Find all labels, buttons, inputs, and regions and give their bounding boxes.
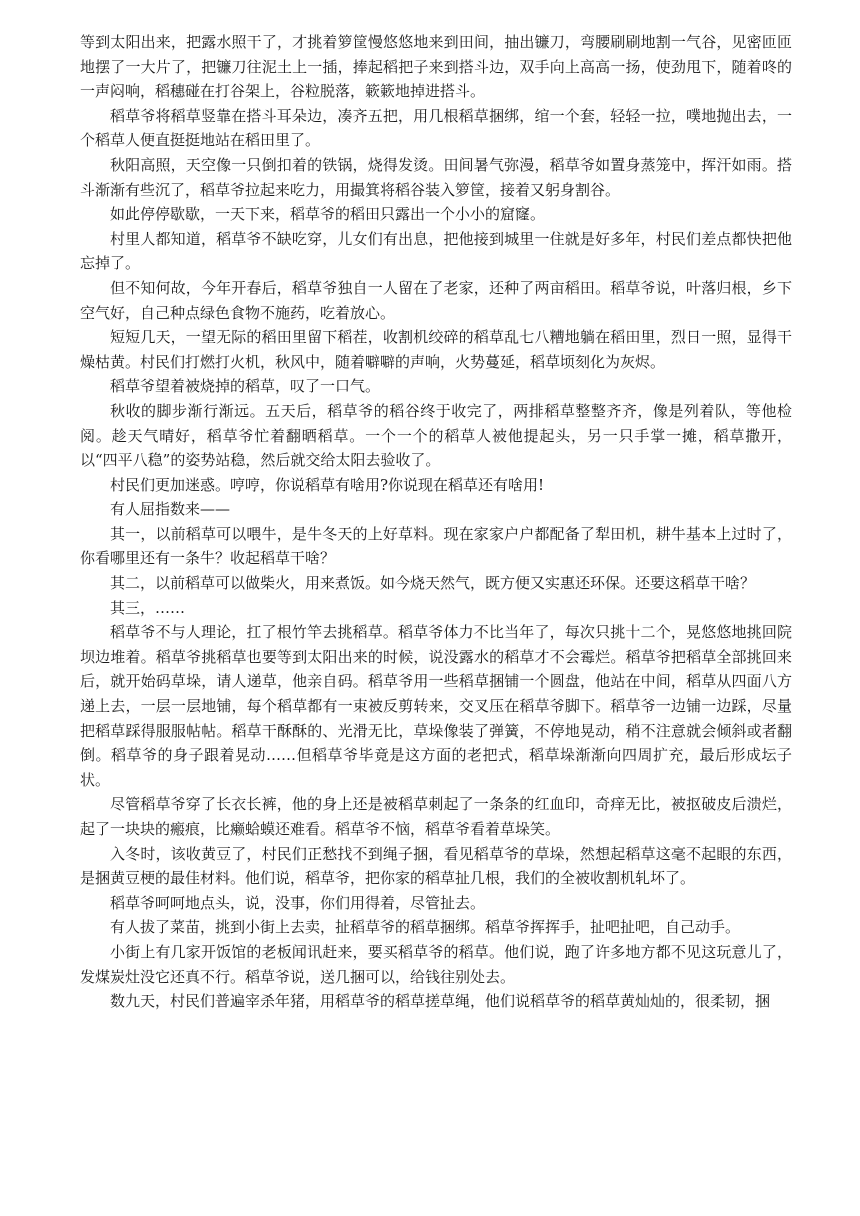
paragraph-21: 数九天，村民们普遍宰杀年猪，用稻草爷的稻草搓草绳，他们说稻草爷的稻草黄灿灿的，很柔韧，捆 bbox=[110, 992, 771, 1011]
paragraph-1: 等到太阳出来，把露水照干了，才挑着箩筐慢悠悠地来到田间，抽出镰刀，弯腰刷刷地割一气谷，见密匝匝地摆了一大片了，把镰刀往泥土上一插，捧起稻把子来到搭斗边，双手向上高高一扬，使劲甩下，随着咚的一声闷响，稻穗碰在打谷架上，谷粒脱落，簌簌地掉进搭斗。 bbox=[80, 33, 792, 101]
paragraph-8: 稻草爷望着被烧掉的稻草，叹了一口气。 bbox=[110, 377, 381, 396]
paragraph-14: 其三，…… bbox=[110, 598, 186, 617]
paragraph-16: 尽管稻草爷穿了长衣长裤，他的身上还是被稻草刺起了一条条的红血印，奇痒无比，被抠破皮后溃烂，起了一块块的瘢痕，比癞蛤蟆还难看。稻草爷不恼，稻草爷看着草垛笑。 bbox=[80, 795, 792, 838]
paragraph-19: 有人拔了菜苗，挑到小街上去卖，扯稻草爷的稻草捆绑。稻草爷挥挥手，扯吧扯吧，自己动手。 bbox=[110, 918, 741, 937]
paragraph-2: 稻草爷将稻草竖靠在搭斗耳朵边，凑齐五把，用几根稻草捆绑，绾一个套，轻轻一拉，噗地抛出去，一个稻草人便直挺挺地站在稻田里了。 bbox=[80, 106, 792, 150]
paragraph-15: 稻草爷不与人理论，扛了根竹竿去挑稻草。稻草爷体力不比当年了，每次只挑十二个，晃悠悠地挑回院坝边堆着。稻草爷挑稻草也要等到太阳出来的时候，说没露水的稻草才不会霉烂。稻草爷把稻草全部挑回来后，就开始码草垛，请人递草，他亲自码。稻草爷用一些稻草捆铺一个圆盘，他站在中间，稻草从四面八方递上去，一层一层地铺，每个稻草都有一束被反剪转来，交叉压在稻草爷脚下。稻草爷一边铺一边踩，尽量把稻草踩得服服帖帖。稻草干酥酥的、光滑无比，草垛像装了弹簧，不停地晃动，稍不注意就会倾斜或者翻倒。稻草爷的身子跟着晃动……但稻草爷毕竟是这方面的老把式，稻草垛渐渐向四周扩充，最后形成坛子状。 bbox=[80, 623, 792, 789]
paragraph-10: 村民们更加迷惑。哼哼，你说稻草有啥用?你说现在稻草还有啥用! bbox=[110, 475, 545, 494]
paragraph-11: 有人屈指数来—— bbox=[110, 500, 231, 519]
paragraph-4: 如此停停歇歇，一天下来，稻草爷的稻田只露出一个小小的窟窿。 bbox=[110, 205, 546, 224]
paragraph-5: 村里人都知道，稻草爷不缺吃穿，儿女们有出息，把他接到城里一住就是好多年，村民们差点都快把他忘掉了。 bbox=[80, 229, 792, 273]
paragraph-12: 其一，以前稻草可以喂牛，是牛冬天的上好草料。现在家家户户都配备了犁田机，耕牛基本上过时了，你看哪里还有一条牛？收起稻草干啥？ bbox=[80, 524, 792, 568]
paragraph-7: 短短几天，一望无际的稻田里留下稻茬，收割机绞碎的稻草乱七八糟地躺在稻田里，烈日一照，显得干燥枯黄。村民们打燃打火机，秋风中，随着噼噼的声响，火势蔓延，稻草顷刻化为灰烬。 bbox=[80, 328, 792, 371]
paragraph-6: 但不知何故，今年开春后，稻草爷独自一人留在了老家，还种了两亩稻田。稻草爷说，叶落归根，乡下空气好，自己种点绿色食物不施药，吃着放心。 bbox=[80, 278, 792, 322]
article-body bbox=[80, 30, 792, 1014]
paragraph-13: 其二，以前稻草可以做柴火，用来煮饭。如今烧天然气，既方便又实惠还环保。还要这稻草干啥？ bbox=[110, 574, 756, 593]
paragraph-9: 秋收的脚步渐行渐远。五天后，稻草爷的稻谷终于收完了，两排稻草整整齐齐，像是列着队，等他检阅。趁天气晴好，稻草爷忙着翻晒稻草。一个一个的稻草人被他提起头，另一只手掌一摊，稻草撒开，以“四平八稳”的姿势站稳，然后就交给太阳去验收了。 bbox=[80, 401, 792, 470]
paragraph-17: 入冬时，该收黄豆了，村民们正愁找不到绳子捆，看见稻草爷的草垛，然想起稻草这毫不起眼的东西，是捆黄豆梗的最佳材料。他们说，稻草爷，把你家的稻草扯几根，我们的全被收割机轧坏了。 bbox=[80, 844, 792, 888]
paragraph-18: 稻草爷呵呵地点头，说，没事，你们用得着，尽管扯去。 bbox=[110, 893, 486, 912]
paragraph-20: 小街上有几家开饭馆的老板闻讯赶来，要买稻草爷的稻草。他们说，跑了许多地方都不见这玩意儿了，发煤炭灶没它还真不行。稻草爷说，送几捆可以，给钱往别处去。 bbox=[80, 942, 792, 986]
paragraph-3: 秋阳高照，天空像一只倒扣着的铁锅，烧得发烫。田间暑气弥漫，稻草爷如置身蒸笼中，挥汗如雨。搭斗渐渐有些沉了，稻草爷拉起来吃力，用撮箕将稻谷装入箩筐，接着又躬身割谷。 bbox=[80, 155, 792, 199]
